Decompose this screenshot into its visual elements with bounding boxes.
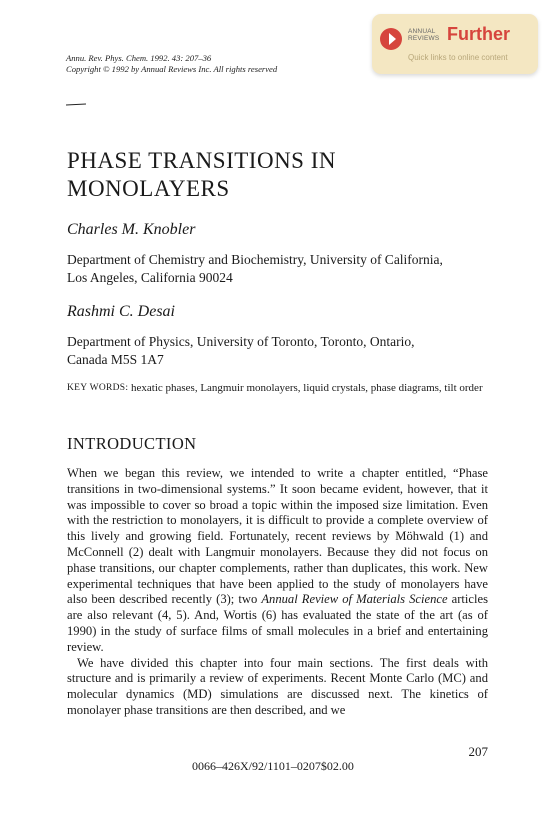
section-heading: INTRODUCTION xyxy=(67,434,197,453)
stray-mark xyxy=(66,103,86,105)
paragraph: We have divided this chapter into four main sections. The first deals with structure and is primarily a review of experiments. Recent Monte Carlo (MC) and molecular dynamics (MD) simulations are discussed next. The kinetics of monolayer phase transitions are then described, and we xyxy=(67,655,488,717)
author-affiliation: Department of Physics, University of Toronto, Toronto, Ontario, Canada M5S 1A7 xyxy=(67,334,415,367)
author-name: Charles M. Knobler xyxy=(67,221,196,238)
annual-reviews-logo: ANNUAL REVIEWS xyxy=(408,28,440,42)
footer-code: 0066–426X/92/1101–0207$02.00 xyxy=(192,759,354,773)
keywords-label: KEY WORDS: xyxy=(67,383,129,393)
body-text xyxy=(67,466,488,719)
paragraph: When we began this review, we intended to write a chapter entitled, “Phase transitions in two-dimensional systems.” It soon became evident, however, that it was impossible to cover so broad a topic within the imposed size limitation. Even with the restriction to monolayers, it is difficult to provide a complete overview of this lively and growing field. Fortunately, recent reviews by Möhwald (1) and McConnell (2) dealt with Langmuir monolayers. Because they did not focus on phase transitions, our chapter complements, rather than duplicates, this work. New experimental techniques that have been applied to the study of monolayers have also been described recently (3); two Annual Review of Materials Science articles are also relevant (4, 5). And, Wortis (6) has evaluated the state of the art (as of 1990) in the study of surface films of small molecules in a brief and entertaining review. xyxy=(67,466,489,654)
author-name: Rashmi C. Desai xyxy=(67,303,175,320)
article-title xyxy=(67,147,467,203)
citation-line-1: Annu. Rev. Phys. Chem. 1992. 43: 207–36 xyxy=(66,53,212,63)
citation-line-2: Copyright © 1992 by Annual Reviews Inc. All rights reserved xyxy=(66,64,278,74)
play-icon xyxy=(380,28,402,50)
further-label: Further xyxy=(447,24,510,44)
journal-title-italic: Annual Review of Materials Science xyxy=(261,592,448,607)
author-affiliation: Department of Chemistry and Biochemistry, University of California, Los Angeles, California 90024 xyxy=(67,252,443,285)
further-subtitle: Quick links to online content xyxy=(408,53,508,62)
keywords-list: hexatic phases, Langmuir monolayers, liquid crystals, phase diagrams, tilt order xyxy=(131,382,483,394)
title-line-2: MONOLAYERS xyxy=(67,176,230,201)
title-line-1: PHASE TRANSITIONS IN xyxy=(67,148,336,173)
further-badge[interactable] xyxy=(372,14,538,74)
page-number: 207 xyxy=(468,744,488,759)
journal-citation xyxy=(66,53,277,75)
